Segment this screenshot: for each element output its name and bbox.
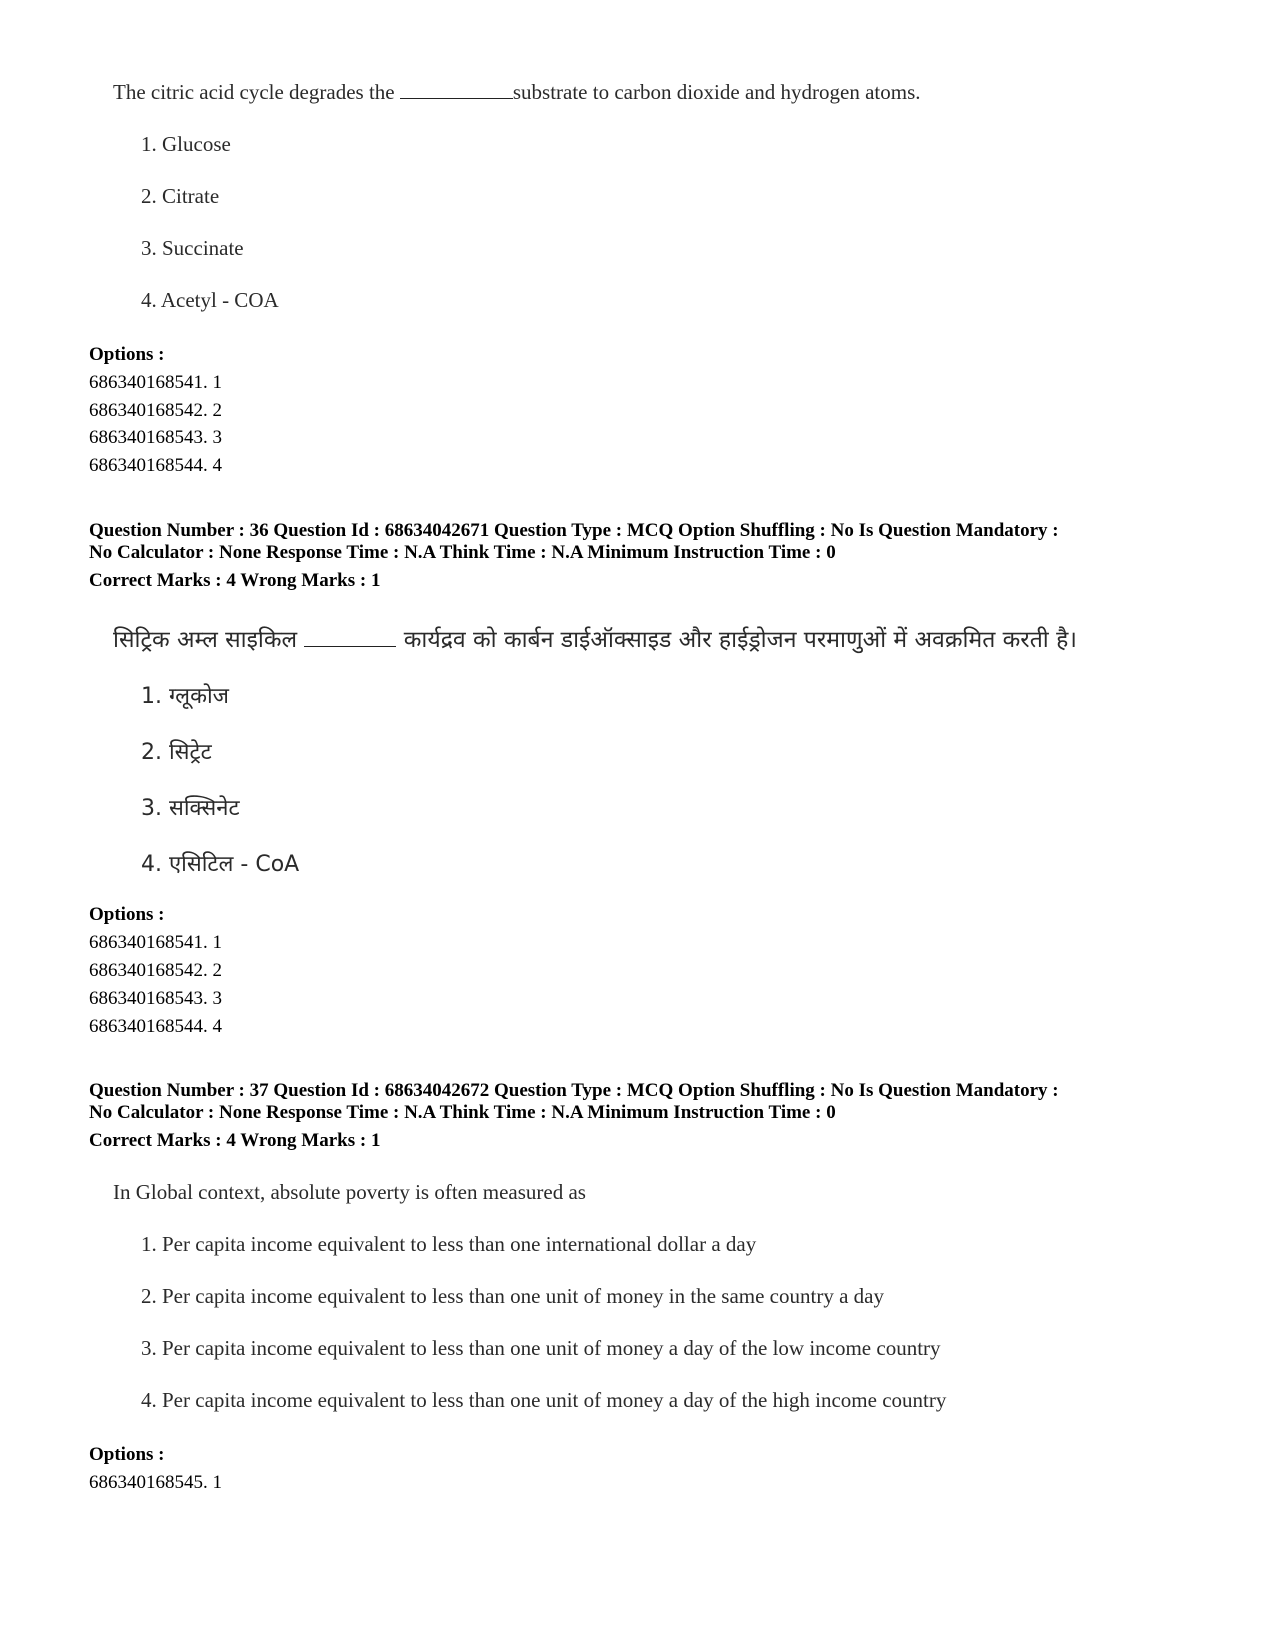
- choice-1: 1. Glucose: [141, 132, 231, 156]
- choice-3: 3. सक्सिनेट: [141, 796, 240, 821]
- option-id-2: 686340168542. 2: [89, 400, 222, 421]
- choice-1: 1. Per capita income equivalent to less than one international dollar a day: [141, 1232, 757, 1256]
- option-id-4: 686340168544. 4: [89, 1016, 222, 1037]
- stem-pre: The citric acid cycle degrades the: [113, 80, 400, 104]
- question-marks: Correct Marks : 4 Wrong Marks : 1: [89, 1130, 381, 1151]
- option-id-3: 686340168543. 3: [89, 427, 222, 448]
- option-id-4: 686340168544. 4: [89, 455, 222, 476]
- question-marks: Correct Marks : 4 Wrong Marks : 1: [89, 570, 381, 591]
- stem-pre: सिट्रिक अम्ल साइकिल: [113, 627, 305, 653]
- choice-2: 2. सिट्रेट: [141, 740, 212, 765]
- choice-3: 3. Per capita income equivalent to less than one unit of money a day of the low income country: [141, 1336, 941, 1360]
- question-header-line1: Question Number : 37 Question Id : 68634042672 Question Type : MCQ Option Shuffling : No Is Question Mandatory :: [89, 1080, 1059, 1101]
- question-stem-hindi: [113, 622, 1077, 654]
- options-label: Options :: [89, 1444, 165, 1465]
- stem-post: कार्यद्रव को कार्बन डाईऑक्साइड और हाईड्रोजन परमाणुओं में अवक्रमित करती है।: [396, 627, 1078, 653]
- choice-1: 1. ग्लूकोज: [141, 684, 229, 709]
- option-id-1: 686340168545. 1: [89, 1472, 222, 1493]
- choice-4: 4. एसिटिल - CoA: [141, 852, 300, 877]
- question-header-line1: Question Number : 36 Question Id : 68634042671 Question Type : MCQ Option Shuffling : No Is Question Mandatory :: [89, 520, 1059, 541]
- options-label: Options :: [89, 904, 165, 925]
- option-id-1: 686340168541. 1: [89, 932, 222, 953]
- option-id-2: 686340168542. 2: [89, 960, 222, 981]
- stem-post: substrate to carbon dioxide and hydrogen atoms.: [512, 80, 921, 104]
- choice-3: 3. Succinate: [141, 236, 244, 260]
- question-stem: In Global context, absolute poverty is often measured as: [113, 1180, 586, 1204]
- question-header-line2: No Calculator : None Response Time : N.A Think Time : N.A Minimum Instruction Time : 0: [89, 542, 836, 563]
- choice-2: 2. Citrate: [141, 184, 220, 208]
- fill-blank: [304, 646, 396, 647]
- choice-4: 4. Acetyl - COA: [141, 288, 279, 312]
- question-header-line2: No Calculator : None Response Time : N.A Think Time : N.A Minimum Instruction Time : 0: [89, 1102, 836, 1123]
- options-label: Options :: [89, 344, 165, 365]
- option-id-1: 686340168541. 1: [89, 372, 222, 393]
- choice-4: 4. Per capita income equivalent to less than one unit of money a day of the high income country: [141, 1388, 947, 1412]
- fill-blank: [400, 98, 513, 99]
- question-stem: [113, 80, 921, 105]
- choice-2: 2. Per capita income equivalent to less than one unit of money in the same country a day: [141, 1284, 884, 1308]
- option-id-3: 686340168543. 3: [89, 988, 222, 1009]
